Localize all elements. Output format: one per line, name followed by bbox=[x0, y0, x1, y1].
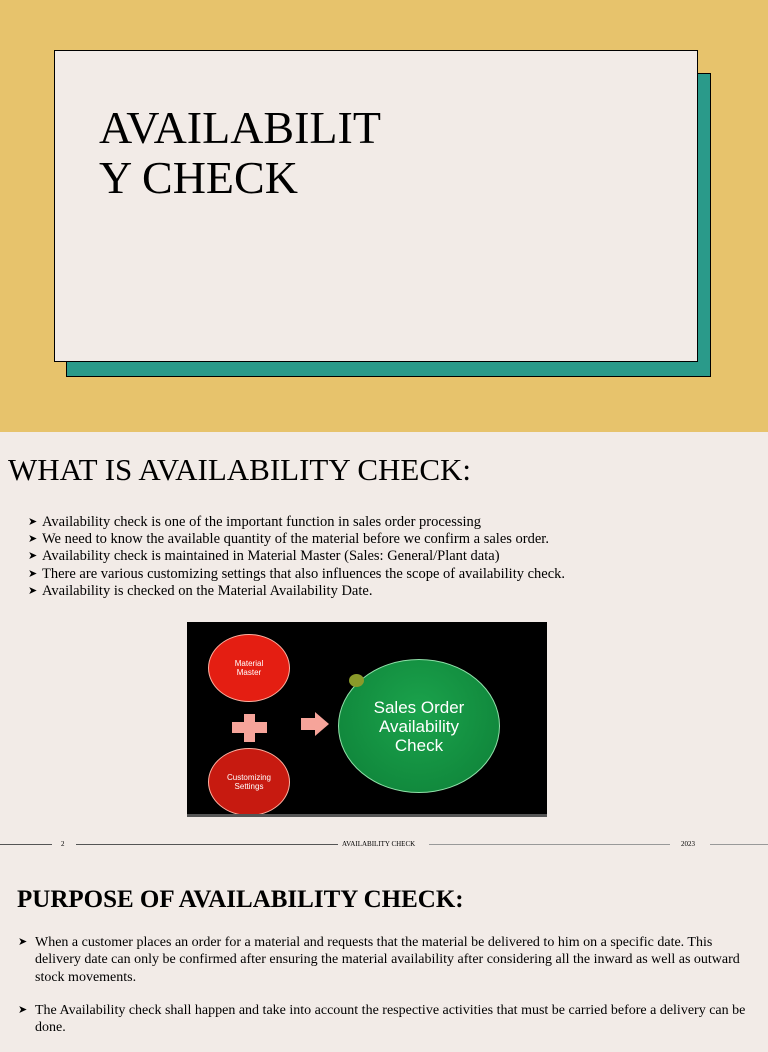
page-number: 2 bbox=[61, 840, 65, 848]
bullet-text: Availability check is maintained in Material Master (Sales: General/Plant data) bbox=[42, 548, 500, 565]
sales-order-check-label: Sales Order Availability Check bbox=[373, 697, 465, 755]
arrowhead-bullet-icon: ➤ bbox=[28, 516, 38, 528]
bullet-text: Availability check is one of the important function in sales order processing bbox=[42, 514, 482, 530]
list-item bbox=[28, 514, 565, 531]
availability-diagram bbox=[187, 622, 547, 817]
list-item bbox=[28, 548, 565, 565]
slide-heading: WHAT IS AVAILABILITY CHECK: bbox=[8, 452, 472, 487]
bullet-text: Availability is checked on the Material Availability Date. bbox=[42, 582, 373, 599]
bullet-text: We need to know the available quantity of the material before we confirm a sales order. bbox=[42, 531, 549, 548]
arrowhead-bullet-icon: ➤ bbox=[18, 936, 28, 948]
slide-footer bbox=[0, 837, 768, 851]
customizing-settings-circle bbox=[208, 748, 290, 816]
list-item bbox=[28, 566, 565, 583]
arrowhead-bullet-icon: ➤ bbox=[28, 550, 38, 563]
list-item bbox=[28, 583, 565, 600]
bullet-list bbox=[18, 934, 748, 1052]
slide-heading: PURPOSE OF AVAILABILITY CHECK: bbox=[17, 886, 464, 913]
footer-divider bbox=[710, 844, 768, 845]
bullet-text: There are various customizing settings that also influences the scope of availability check. bbox=[42, 565, 566, 582]
cursor-dot bbox=[349, 674, 364, 687]
diagram-bottom-bar bbox=[187, 814, 547, 817]
slide-title: AVAILABILITY CHECK bbox=[99, 102, 381, 203]
arrowhead-bullet-icon: ➤ bbox=[28, 533, 38, 546]
bullet-text: When a customer places an order for a material and requests that the material be delivered to him on a specific date. This delivery date can only be confirmed after ensuring the material availability after considering all the inward as well as outward stock movements. bbox=[35, 935, 740, 985]
list-item bbox=[18, 1002, 748, 1037]
arrowhead-bullet-icon: ➤ bbox=[28, 584, 38, 597]
material-master-label: Material Master bbox=[234, 659, 264, 677]
bullet-list bbox=[28, 514, 565, 600]
plus-icon-bar bbox=[232, 722, 267, 733]
arrowhead-bullet-icon: ➤ bbox=[18, 1003, 28, 1016]
purpose-slide bbox=[0, 862, 768, 1036]
list-item bbox=[28, 531, 565, 548]
customizing-settings-label: Customizing Settings bbox=[226, 773, 271, 791]
footer-divider bbox=[76, 844, 338, 845]
title-card bbox=[54, 50, 698, 362]
what-is-slide bbox=[0, 432, 768, 862]
right-arrow-icon bbox=[301, 712, 329, 736]
footer-divider bbox=[0, 844, 52, 845]
footer-divider bbox=[429, 844, 670, 845]
list-item bbox=[18, 934, 748, 986]
title-slide bbox=[0, 0, 768, 432]
material-master-circle bbox=[208, 634, 290, 702]
bullet-text: The Availability check shall happen and take into account the respective activities that must be carried before a delivery can be done. bbox=[35, 1002, 746, 1036]
arrowhead-bullet-icon: ➤ bbox=[28, 567, 38, 580]
footer-title: AVAILABILITY CHECK bbox=[342, 840, 416, 848]
footer-year: 2023 bbox=[681, 840, 695, 848]
